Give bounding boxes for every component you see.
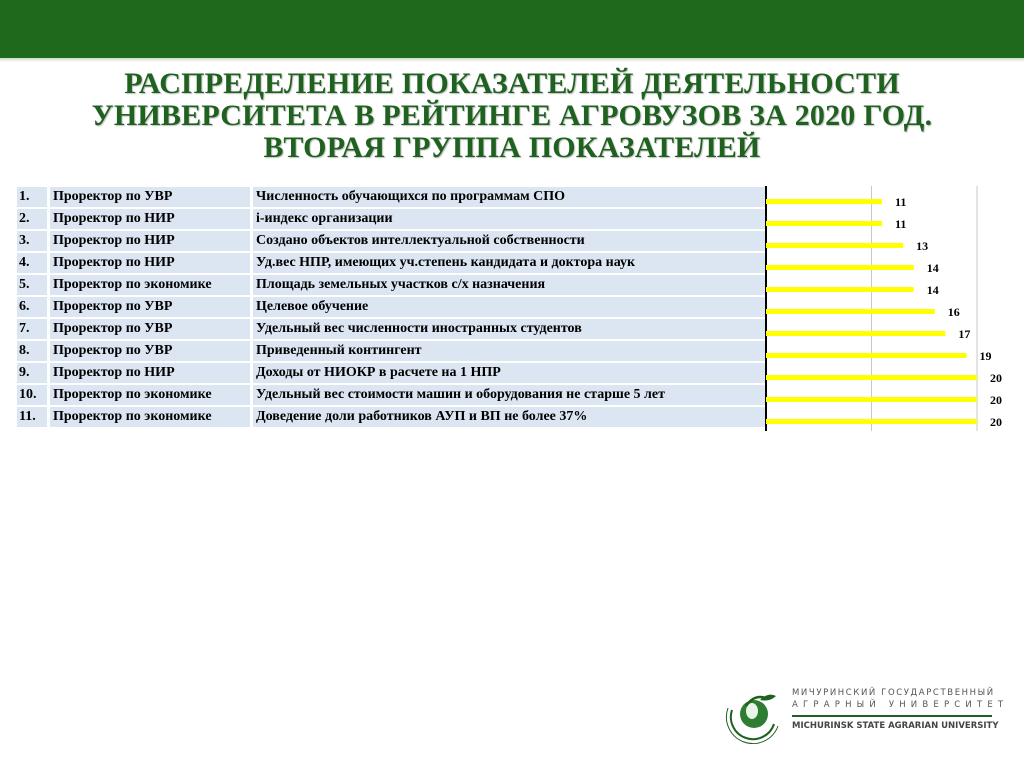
table-row: [17, 319, 765, 341]
row-indicator: Целевое обучение: [253, 297, 765, 319]
row-number: 9.: [17, 363, 50, 385]
chart-data-label: 11: [895, 195, 907, 209]
header-bar: [0, 0, 1024, 58]
row-responsible: Проректор по НИР: [50, 363, 253, 385]
table-row: [17, 363, 765, 385]
chart-bar: [766, 419, 977, 424]
chart-data-label: 20: [990, 393, 1002, 407]
slide-title: [60, 68, 964, 164]
row-responsible: Проректор по УВР: [50, 319, 253, 341]
table-row: [17, 385, 765, 407]
row-indicator: Площадь земельных участков с/х назначения: [253, 275, 765, 297]
row-responsible: Проректор по НИР: [50, 253, 253, 275]
row-number: 11.: [17, 407, 50, 429]
row-responsible: Проректор по экономике: [50, 385, 253, 407]
row-responsible: Проректор по НИР: [50, 231, 253, 253]
row-number: 7.: [17, 319, 50, 341]
row-responsible: Проректор по экономике: [50, 275, 253, 297]
row-indicator: Создано объектов интеллектуальной собственности: [253, 231, 765, 253]
table-row: [17, 297, 765, 319]
header-shadow: [0, 58, 1024, 62]
logo-name-english: MICHURINSK STATE AGRARIAN UNIVERSITY: [792, 721, 999, 731]
chart-data-label: 14: [926, 261, 939, 275]
row-responsible: Проректор по УВР: [50, 297, 253, 319]
title-line-3: ВТОРАЯ ГРУППА ПОКАЗАТЕЛЕЙ: [263, 131, 761, 164]
bar-chart-svg: [764, 186, 1004, 431]
chart-bar: [766, 221, 882, 226]
table-row: [17, 275, 765, 297]
row-number: 1.: [17, 187, 50, 209]
indicators-bar-chart: [764, 186, 1004, 431]
table-row: [17, 253, 765, 275]
row-responsible: Проректор по УВР: [50, 341, 253, 363]
row-number: 5.: [17, 275, 50, 297]
table-row: [17, 209, 765, 231]
chart-data-label: 20: [990, 371, 1002, 385]
row-indicator: Доходы от НИОКР в расчете на 1 НПР: [253, 363, 765, 385]
indicators-table: [17, 187, 765, 429]
row-indicator: Уд.вес НПР, имеющих уч.степень кандидата и доктора наук: [253, 253, 765, 275]
university-emblem-icon: [722, 684, 786, 744]
chart-bar: [766, 265, 914, 270]
row-number: 4.: [17, 253, 50, 275]
row-responsible: Проректор по экономике: [50, 407, 253, 429]
row-indicator: Удельный вес стоимости машин и оборудования не старше 5 лет: [253, 385, 765, 407]
table-row: [17, 341, 765, 363]
logo-divider: [792, 715, 992, 717]
chart-bar: [766, 331, 945, 336]
row-number: 2.: [17, 209, 50, 231]
chart-data-label: 14: [926, 283, 939, 297]
chart-bar: [766, 243, 903, 248]
title-line-1: РАСПРЕДЕЛЕНИЕ ПОКАЗАТЕЛЕЙ ДЕЯТЕЛЬНОСТИ: [124, 67, 900, 100]
row-number: 3.: [17, 231, 50, 253]
chart-data-label: 16: [947, 305, 960, 319]
row-indicator: Численность обучающихся по программам СПО: [253, 187, 765, 209]
logo-name-line-1: МИЧУРИНСКИЙ ГОСУДАРСТВЕННЫЙ: [792, 688, 995, 698]
row-indicator: i-индекс организации: [253, 209, 765, 231]
chart-data-label: 11: [895, 217, 907, 231]
title-line-2: УНИВЕРСИТЕТА В РЕЙТИНГЕ АГРОВУЗОВ ЗА 2020 ГОД.: [91, 99, 933, 132]
row-number: 10.: [17, 385, 50, 407]
row-responsible: Проректор по НИР: [50, 209, 253, 231]
university-logo: [722, 684, 1009, 744]
table-row: [17, 231, 765, 253]
row-indicator: Доведение доли работников АУП и ВП не более 37%: [253, 407, 765, 429]
chart-data-label: 19: [979, 349, 992, 363]
row-number: 6.: [17, 297, 50, 319]
chart-data-label: 20: [990, 415, 1002, 429]
table-row: [17, 187, 765, 209]
table-row: [17, 407, 765, 429]
row-indicator: Приведенный контингент: [253, 341, 765, 363]
chart-bar: [766, 397, 977, 402]
row-number: 8.: [17, 341, 50, 363]
chart-bar: [766, 199, 882, 204]
chart-data-label: 17: [958, 327, 971, 341]
chart-bar: [766, 287, 914, 292]
chart-bar: [766, 353, 966, 358]
row-responsible: Проректор по УВР: [50, 187, 253, 209]
chart-bar: [766, 309, 935, 314]
chart-data-label: 13: [916, 239, 929, 253]
logo-name-line-2: АГРАРНЫЙ УНИВЕРСИТЕТ: [792, 700, 1009, 710]
chart-bar: [766, 375, 977, 380]
row-indicator: Удельный вес численности иностранных студентов: [253, 319, 765, 341]
